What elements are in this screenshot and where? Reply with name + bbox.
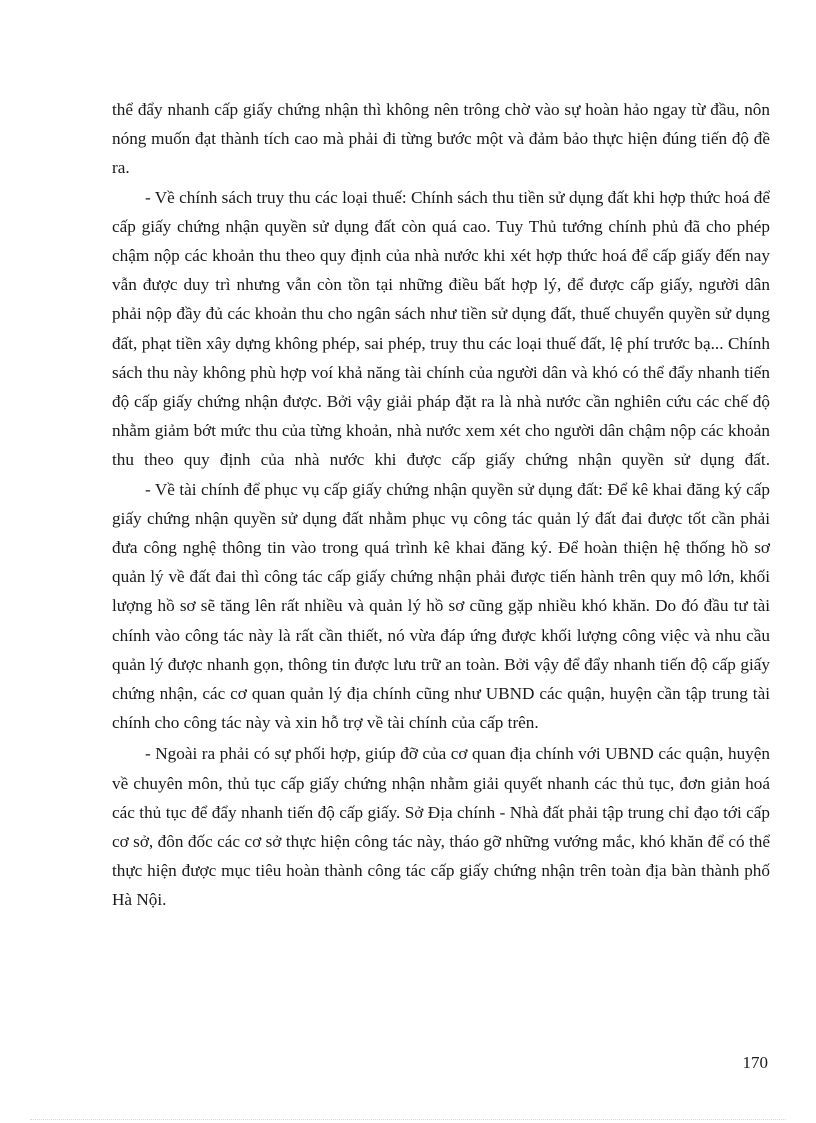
paragraph-tax-policy: - Về chính sách truy thu các loại thuế: Chính sách thu tiền sử dụng đất khi hợp thức hoá để cấp giấy chứng nhận quyền sử dụng đất còn quá cao. Tuy Thủ tướng chính phủ đã cho phép chậm nộp các khoản thu theo quy định của nhà nước khi xét hợp thức hoá để cấp giấy đến nay vẫn được duy trì nhưng vẫn còn tồn tại những điều bất hợp lý, để được cấp giấy, người dân phải nộp đầy đủ các khoản thu cho ngân sách như tiền sử dụng đất, thuế chuyển quyền sử dụng đất, phạt tiền xây dựng không phép, sai phép, truy thu các loại thuế đất, lệ phí trước bạ... Chính sách thu này không phù hợp voí khả năng tài chính của người dân và khó có thể đẩy nhanh tiến độ cấp giấy chứng nhận được. Bởi vậy giải pháp đặt ra là nhà nước cần nghiên cứu các chế độ nhằm giảm bớt mức thu của từng khoản, nhà nước xem xét cho người dân chậm nộp các khoản thu theo quy định của nhà nước khi được cấp giấy chứng nhận quyền sử dụng đất.	[112, 187, 770, 470]
page-number: 170	[742, 1053, 768, 1072]
paragraph-finance: - Về tài chính để phục vụ cấp giấy chứng nhận quyền sử dụng đất: Để kê khai đăng ký cấp giấy chứng nhận quyền sử dụng đất nhằm phục vụ công tác quản lý đất đai được tốt cần phải đưa công nghệ thông tin vào trong quá trình kê khai đăng ký. Để hoàn thiện hệ thống hồ sơ quản lý về đất đai thì công tác cấp giấy chứng nhận phải được tiến hành trên quy mô lớn, khối lượng hồ sơ sẽ tăng lên rất nhiều và quản lý hồ sơ cũng gặp nhiều khó khăn. Do đó đầu tư tài chính vào công tác này là rất cần thiết, nó vừa đáp ứng được khối lượng công việc và nhu cầu quản lý được nhanh gọn, thông tin được lưu trữ an toàn. Bởi vậy để đẩy nhanh tiến độ cấp giấy chứng nhận, các cơ quan quản lý địa chính cũng như UBND các quận, huyện cần tập trung tài chính cho công tác này và xin hỗ trợ về tài chính của cấp trên.	[112, 479, 770, 733]
page-bottom-divider	[30, 1119, 786, 1120]
paragraph-coordination: - Ngoài ra phải có sự phối hợp, giúp đỡ của cơ quan địa chính với UBND các quận, huyện về chuyên môn, thủ tục cấp giấy chứng nhận nhằm giải quyết nhanh các thủ tục, đơn giản hoá các thủ tục để đẩy nhanh tiến độ cấp giấy. Sở Địa chính - Nhà đất phải tập trung chỉ đạo tới cấp cơ sở, đôn đốc các cơ sở thực hiện công tác này, tháo gỡ những vướng mắc, khó khăn để có thể thực hiện được mục tiêu hoàn thành công tác cấp giấy chứng nhận trên toàn địa bàn thành phố Hà Nội.	[112, 744, 770, 910]
body-text	[112, 95, 770, 915]
paragraph-continuation: thể đẩy nhanh cấp giấy chứng nhận thì không nên trông chờ vào sự hoàn hảo ngay từ đầu, nôn nóng muốn đạt thành tích cao mà phải đi từng bước một và đảm bảo thực hiện đúng tiến độ đề ra.	[112, 100, 770, 178]
